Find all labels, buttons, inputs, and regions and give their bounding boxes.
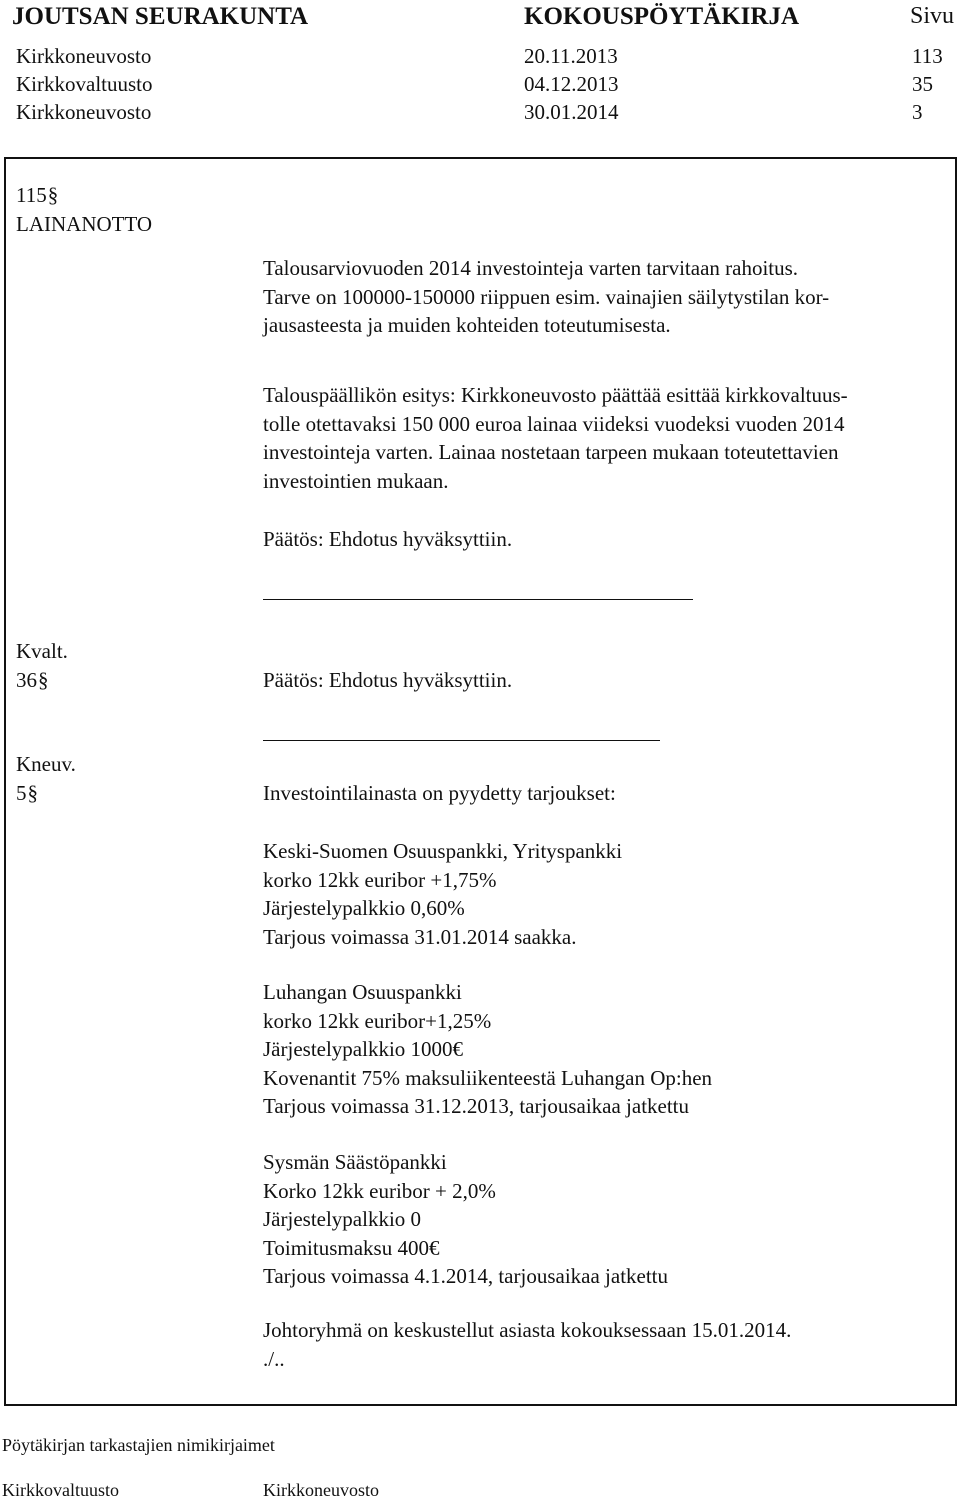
offers-intro: Investointilainasta on pyydetty tarjoukset: (263, 781, 616, 805)
meeting-body-2: Kirkkovaltuusto (16, 72, 153, 96)
offer-line: Järjestelypalkkio 1000€ (263, 1037, 464, 1061)
meeting-date-1: 20.11.2013 (524, 44, 618, 68)
offer-line: Sysmän Säästöpankki (263, 1150, 447, 1174)
offer-line: Korko 12kk euribor + 2,0% (263, 1178, 496, 1203)
separator-line (263, 740, 660, 741)
offer-block (263, 978, 712, 1121)
page-label: Sivu (910, 3, 955, 29)
kvalt-label: Kvalt. (16, 639, 68, 663)
kneuv-label: Kneuv. (16, 752, 76, 776)
meeting-body-1: Kirkkoneuvosto (16, 44, 152, 68)
offer-line: Keski-Suomen Osuuspankki, Yrityspankki (263, 839, 623, 863)
footer-caption: Pöytäkirjan tarkastajien nimikirjaimet (2, 1435, 275, 1455)
offer-line: Järjestelypalkkio 0 (263, 1207, 422, 1231)
proposal-line: Talouspäällikön esitys: Kirkkoneuvosto päättää esittää kirkkovaltuus- (263, 383, 848, 407)
meeting-body-3: Kirkkoneuvosto (16, 100, 152, 124)
proposal-paragraph (263, 381, 848, 495)
offer-block (263, 1148, 668, 1291)
offer-line: Luhangan Osuuspankki (263, 980, 462, 1004)
offer-line: Tarjous voimassa 4.1.2014, tarjousaikaa jatkettu (263, 1264, 669, 1288)
offer-line: korko 12kk euribor +1,75% (263, 867, 497, 892)
intro-paragraph (263, 254, 829, 340)
meeting-date-2: 04.12.2013 (524, 72, 619, 96)
closing-note: Johtoryhmä on keskustellut asiasta kokouksessaan 15.01.2014. (263, 1318, 792, 1342)
meeting-page-2: 35 (912, 72, 933, 96)
offer-line: Toimitusmaksu 400€ (263, 1235, 440, 1260)
intro-line: jausasteesta ja muiden kohteiden toteutumisesta. (263, 313, 671, 337)
continued-marker: ./.. (263, 1347, 285, 1371)
meeting-page-1: 113 (912, 44, 943, 68)
offer-line: Kovenantit 75% maksuliikenteestä Luhangan Op:hen (263, 1065, 713, 1090)
separator-line (263, 599, 693, 600)
offer-line: Järjestelypalkkio 0,60% (263, 896, 465, 920)
footer-signature-kneuv: Kirkkoneuvosto (263, 1480, 379, 1500)
item-decision: Päätös: Ehdotus hyväksyttiin. (263, 527, 513, 551)
organization-name: JOUTSAN SEURAKUNTA (12, 3, 309, 30)
proposal-line: investointeja varten. Lainaa nostetaan tarpeen mukaan toteutettavien (263, 440, 839, 464)
offer-block (263, 837, 622, 951)
intro-line: Talousarviovuoden 2014 investointeja varten tarvitaan rahoitus. (263, 256, 799, 280)
item-title: LAINANOTTO (16, 212, 153, 236)
offer-line: korko 12kk euribor+1,25% (263, 1008, 492, 1033)
kneuv-number: 5§ (16, 781, 38, 805)
offer-line: Tarjous voimassa 31.12.2013, tarjousaikaa jatkettu (263, 1094, 690, 1118)
offer-line: Tarjous voimassa 31.01.2014 saakka. (263, 924, 577, 949)
proposal-line: investointien mukaan. (263, 468, 449, 493)
intro-line: Tarve on 100000-150000 riippuen esim. vainajien säilytystilan kor- (263, 284, 830, 309)
item-number: 115§ (16, 183, 59, 207)
kvalt-number: 36§ (16, 668, 49, 692)
proposal-line: tolle otettavaksi 150 000 euroa lainaa viideksi vuodeksi vuoden 2014 (263, 411, 845, 436)
meeting-date-3: 30.01.2014 (524, 100, 619, 124)
meeting-page-3: 3 (912, 100, 923, 124)
kvalt-decision: Päätös: Ehdotus hyväksyttiin. (263, 668, 513, 692)
footer-signature-kvalt: Kirkkovaltuusto (2, 1480, 119, 1500)
document-type: KOKOUSPÖYTÄKIRJA (524, 3, 800, 30)
